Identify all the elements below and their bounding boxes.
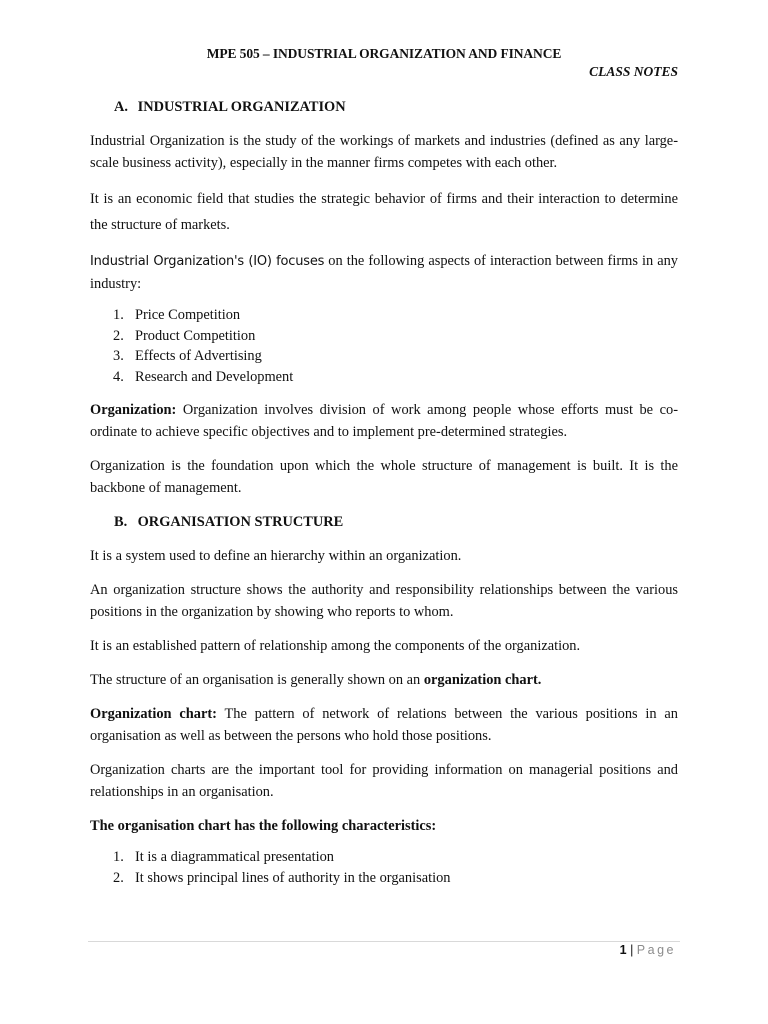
course-title: MPE 505 – INDUSTRIAL ORGANIZATION AND FINANCE (206, 46, 562, 61)
list-number: 1. (113, 849, 124, 865)
page-content (90, 96, 678, 900)
organization-definition: Organization involves division of work among people whose efforts must be co-ordinate to achieve specific objectives and to implement pre-determined strategies. (90, 402, 678, 440)
class-notes-label: CLASS NOTES (589, 64, 678, 79)
list-item (90, 868, 678, 889)
list-item (90, 346, 678, 367)
characteristics-heading-text: The organisation chart has the following characteristics: (90, 818, 437, 834)
page-footer (620, 943, 676, 957)
page-number: 1 (619, 943, 627, 957)
list-number: 2. (113, 327, 124, 344)
list-text: Product Competition (135, 327, 256, 344)
list-text: Price Competition (135, 307, 241, 323)
structure-paragraph: An organization structure shows the authority and responsibility relationships between the various positions in the organization by showing who reports to whom. (90, 582, 678, 620)
foundation-paragraph: Organization is the foundation upon which the whole structure of management is built. It is the backbone of management. (90, 458, 678, 496)
io-focus-lead: Industrial Organization's (IO) focuses (90, 254, 325, 269)
organization-definition-paragraph (90, 399, 678, 443)
list-item (90, 847, 678, 868)
chart-intro-paragraph (90, 669, 678, 691)
chart-intro-text: The structure of an organisation is generally shown on an (90, 672, 424, 688)
section-a-heading (114, 96, 678, 118)
section-b-number: B. (114, 514, 128, 530)
list-number: 2. (113, 869, 124, 886)
organization-term: Organization: (90, 402, 177, 418)
section-b-title: ORGANISATION STRUCTURE (137, 514, 344, 530)
chart-intro-bold: organization chart. (423, 672, 542, 688)
footer-separator: | (630, 943, 634, 957)
list-item (90, 326, 678, 347)
footer-divider (88, 941, 680, 942)
list-text: Research and Development (135, 368, 294, 385)
io-aspects-list (90, 305, 678, 387)
chart-tool-paragraph: Organization charts are the important tool for providing information on managerial positions and relationships in an organisation. (90, 762, 678, 800)
hierarchy-paragraph: It is a system used to define an hierarchy within an organization. (90, 548, 462, 564)
list-text: It is a diagrammatical presentation (135, 849, 334, 865)
io-focus-paragraph (90, 250, 678, 295)
chart-definition-paragraph (90, 703, 678, 747)
characteristics-list (90, 847, 678, 888)
list-number: 4. (113, 368, 124, 385)
list-number: 3. (113, 348, 124, 364)
section-a-title: INDUSTRIAL ORGANIZATION (137, 99, 346, 115)
list-number: 1. (113, 307, 124, 323)
pattern-paragraph: It is an established pattern of relationship among the components of the organization. (90, 638, 581, 654)
economic-field-paragraph: It is an economic field that studies the strategic behavior of firms and their interaction to determine the structure of markets. (90, 191, 678, 233)
list-text: Effects of Advertising (135, 348, 262, 364)
chart-term: Organization chart: (90, 706, 217, 722)
characteristics-heading (90, 815, 678, 837)
io-focus-rest: on the following aspects of interaction between firms in any industry: (90, 253, 678, 292)
io-definition-paragraph: Industrial Organization is the study of the workings of markets and industries (defined as any large-scale business activity), especially in the manner firms competes with each other. (90, 133, 678, 171)
section-a-number: A. (114, 99, 128, 115)
list-item (90, 305, 678, 326)
list-item (90, 367, 678, 388)
chart-definition: The pattern of network of relations between the various positions in an organisation as well as between the persons who hold those positions. (90, 706, 679, 744)
page-label: Page (636, 943, 676, 957)
list-text: It shows principal lines of authority in the organisation (135, 869, 451, 886)
section-b-heading (114, 511, 678, 533)
